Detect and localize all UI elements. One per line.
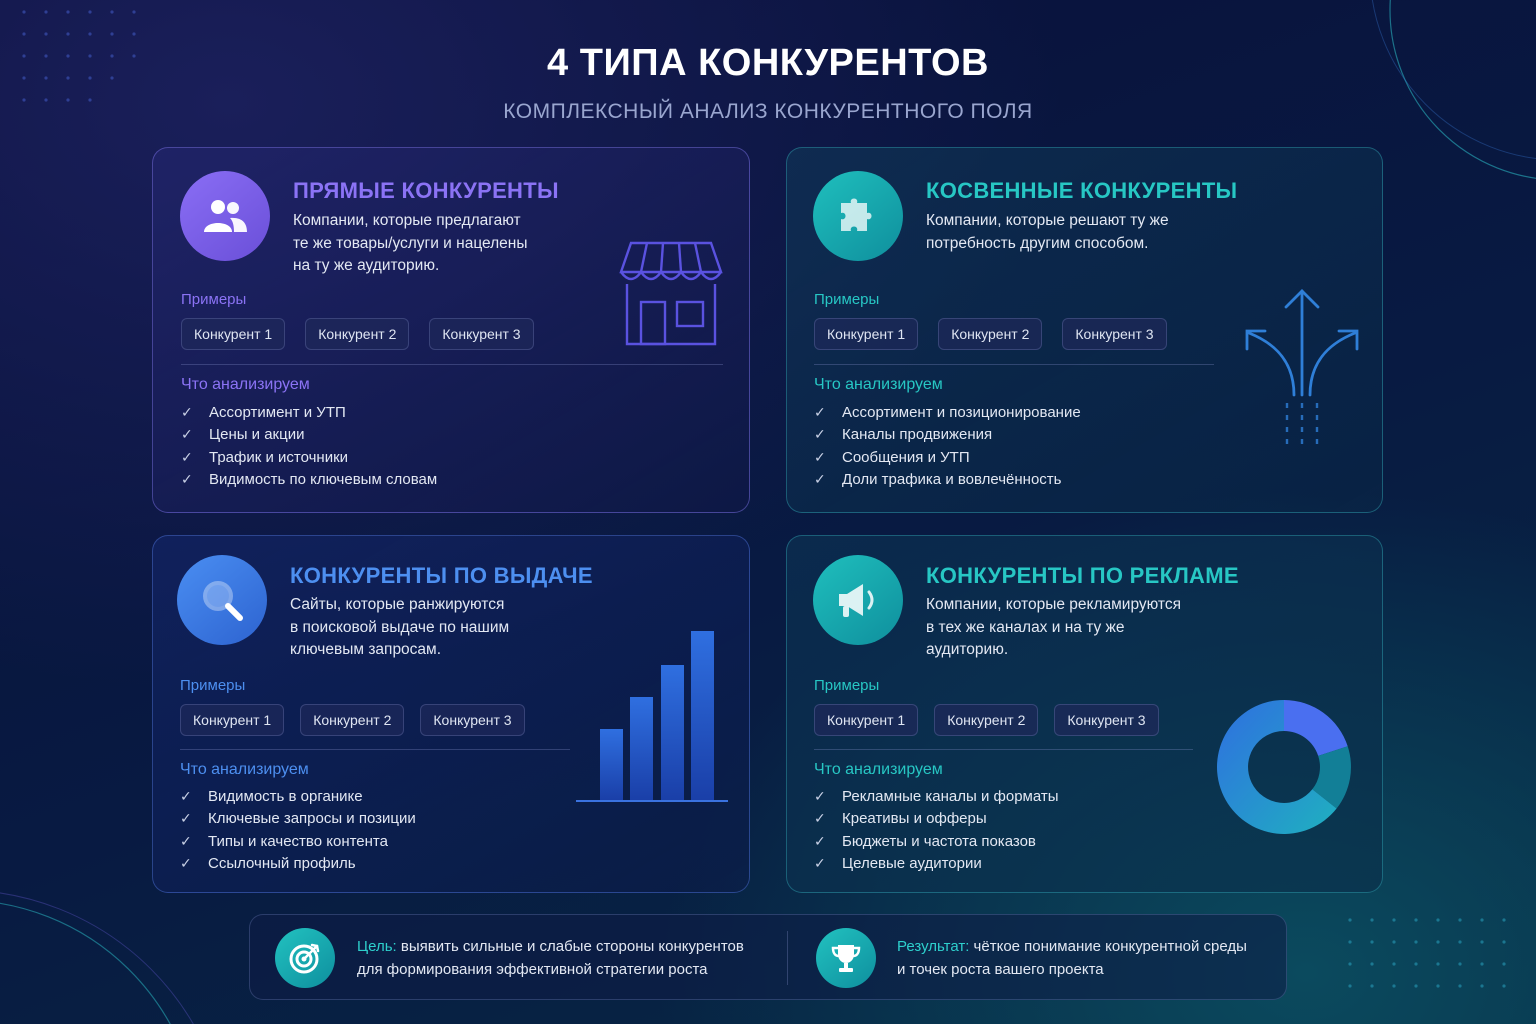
summary-footer bbox=[249, 914, 1287, 1000]
check-icon: ✓ bbox=[814, 426, 826, 443]
divider bbox=[180, 749, 570, 750]
list-item-text: Ключевые запросы и позиции bbox=[208, 810, 416, 828]
list-item-text: Трафик и источники bbox=[209, 448, 349, 466]
check-icon: ✓ bbox=[180, 855, 192, 872]
list-item bbox=[180, 853, 416, 876]
check-icon: ✓ bbox=[181, 471, 193, 488]
storefront-icon bbox=[619, 240, 723, 346]
card-description bbox=[926, 210, 1169, 255]
check-icon: ✓ bbox=[181, 426, 193, 443]
competitor-chip[interactable]: Конкурент 3 bbox=[1062, 318, 1166, 350]
check-icon: ✓ bbox=[181, 448, 193, 465]
desc-line: на ту же аудиторию. bbox=[293, 257, 440, 274]
desc-line: Компании, которые рекламируются bbox=[926, 596, 1182, 613]
list-item-text: Сообщения и УТП bbox=[842, 448, 970, 466]
divider bbox=[181, 364, 723, 365]
check-icon: ✓ bbox=[814, 855, 826, 872]
list-item bbox=[814, 853, 1059, 876]
examples-chips bbox=[814, 704, 1159, 736]
card-serp-competitors bbox=[152, 535, 750, 893]
desc-line: в тех же каналах и на ту же bbox=[926, 618, 1125, 636]
list-item-text: Видимость по ключевым словам bbox=[209, 471, 438, 489]
diverging-arrows-icon bbox=[1239, 285, 1365, 445]
card-description bbox=[293, 210, 528, 278]
result-label: Результат: bbox=[897, 938, 970, 955]
card-indirect-competitors bbox=[786, 147, 1383, 513]
competitor-chip[interactable]: Конкурент 3 bbox=[420, 704, 524, 736]
check-icon: ✓ bbox=[814, 810, 826, 827]
examples-label: Примеры bbox=[180, 677, 246, 694]
goal-line: выявить сильные и слабые стороны конкурентов bbox=[396, 938, 744, 955]
competitor-chip[interactable]: Конкурент 3 bbox=[1054, 704, 1158, 736]
list-item-text: Видимость в органике bbox=[208, 787, 363, 805]
card-title: ПРЯМЫЕ КОНКУРЕНТЫ bbox=[293, 178, 559, 203]
competitor-chip[interactable]: Конкурент 3 bbox=[429, 318, 533, 350]
card-direct-competitors bbox=[152, 147, 750, 513]
target-icon bbox=[275, 928, 335, 988]
competitor-chip[interactable]: Конкурент 2 bbox=[938, 318, 1042, 350]
list-item-text: Рекламные каналы и форматы bbox=[842, 787, 1059, 805]
list-item-text: Целевые аудитории bbox=[842, 855, 982, 873]
card-title: КОСВЕННЫЕ КОНКУРЕНТЫ bbox=[926, 178, 1238, 203]
analyze-label: Что анализируем bbox=[814, 761, 943, 778]
desc-line: потребность другим способом. bbox=[926, 234, 1149, 252]
list-item bbox=[181, 424, 437, 447]
desc-line: те же товары/услуги и нацелены bbox=[293, 234, 528, 252]
list-item-text: Ассортимент и УТП bbox=[209, 403, 346, 421]
puzzle-icon bbox=[813, 171, 903, 261]
result-line: чёткое понимание конкурентной среды bbox=[969, 938, 1247, 955]
desc-line: Компании, которые решают ту же bbox=[926, 212, 1169, 229]
desc-line: ключевым запросам. bbox=[290, 641, 442, 658]
dot-grid-bottom-right bbox=[1330, 890, 1530, 1020]
card-title: КОНКУРЕНТЫ ПО РЕКЛАМЕ bbox=[926, 563, 1239, 588]
list-item-text: Ассортимент и позиционирование bbox=[842, 403, 1081, 421]
list-item-text: Типы и качество контента bbox=[208, 832, 388, 850]
list-item bbox=[814, 785, 1059, 808]
analyze-label: Что анализируем bbox=[180, 761, 309, 778]
card-title: КОНКУРЕНТЫ ПО ВЫДАЧЕ bbox=[290, 563, 593, 588]
list-item-text: Доли трафика и вовлечённость bbox=[842, 471, 1062, 489]
competitor-chip[interactable]: Конкурент 1 bbox=[181, 318, 285, 350]
divider bbox=[814, 364, 1214, 365]
donut-chart-icon bbox=[1215, 698, 1353, 836]
goal-label: Цель: bbox=[357, 938, 397, 955]
desc-line: в поисковой выдаче по нашим bbox=[290, 618, 510, 636]
check-icon: ✓ bbox=[180, 832, 192, 849]
list-item bbox=[814, 446, 1081, 469]
list-item-text: Каналы продвижения bbox=[842, 426, 993, 444]
list-item bbox=[814, 469, 1081, 492]
analyze-list bbox=[181, 401, 437, 491]
bar-chart-icon bbox=[576, 626, 730, 802]
list-item-text: Креативы и офферы bbox=[842, 810, 987, 828]
analyze-list bbox=[814, 785, 1059, 875]
examples-chips bbox=[181, 318, 534, 350]
card-description bbox=[926, 594, 1181, 662]
card-ads-competitors bbox=[786, 535, 1383, 893]
check-icon: ✓ bbox=[180, 810, 192, 827]
list-item-text: Ссылочный профиль bbox=[208, 855, 356, 873]
goal-line: для формирования эффективной стратегии роста bbox=[357, 961, 708, 978]
card-description bbox=[290, 594, 509, 662]
examples-label: Примеры bbox=[814, 291, 880, 308]
check-icon: ✓ bbox=[814, 832, 826, 849]
list-item bbox=[814, 808, 1059, 831]
desc-line: Компании, которые предлагают bbox=[293, 212, 521, 229]
examples-chips bbox=[180, 704, 525, 736]
analyze-list bbox=[814, 401, 1081, 491]
arc-bottom-left bbox=[0, 880, 260, 1024]
result-line: и точек роста вашего проекта bbox=[897, 961, 1104, 978]
footer-divider bbox=[787, 931, 788, 985]
search-icon bbox=[177, 555, 267, 645]
list-item bbox=[181, 401, 437, 424]
list-item bbox=[181, 469, 437, 492]
examples-label: Примеры bbox=[814, 677, 880, 694]
analyze-label: Что анализируем bbox=[814, 376, 943, 393]
competitor-chip[interactable]: Конкурент 1 bbox=[814, 704, 918, 736]
analyze-list bbox=[180, 785, 416, 875]
list-item bbox=[814, 424, 1081, 447]
goal-text bbox=[357, 935, 744, 981]
competitor-chip[interactable]: Конкурент 1 bbox=[180, 704, 284, 736]
competitor-chip[interactable]: Конкурент 2 bbox=[934, 704, 1038, 736]
list-item bbox=[180, 785, 416, 808]
desc-line: Сайты, которые ранжируются bbox=[290, 596, 505, 613]
divider bbox=[814, 749, 1193, 750]
check-icon: ✓ bbox=[814, 471, 826, 488]
check-icon: ✓ bbox=[814, 787, 826, 804]
check-icon: ✓ bbox=[181, 403, 193, 420]
analyze-label: Что анализируем bbox=[181, 376, 310, 393]
list-item-text: Цены и акции bbox=[209, 426, 305, 444]
check-icon: ✓ bbox=[180, 787, 192, 804]
examples-chips bbox=[814, 318, 1167, 350]
list-item-text: Бюджеты и частота показов bbox=[842, 832, 1036, 850]
megaphone-icon bbox=[813, 555, 903, 645]
competitor-chip[interactable]: Конкурент 2 bbox=[300, 704, 404, 736]
result-text bbox=[897, 935, 1247, 981]
competitor-chip[interactable]: Конкурент 2 bbox=[305, 318, 409, 350]
check-icon: ✓ bbox=[814, 403, 826, 420]
list-item bbox=[180, 830, 416, 853]
trophy-icon bbox=[816, 928, 876, 988]
desc-line: аудиторию. bbox=[926, 641, 1009, 658]
examples-label: Примеры bbox=[181, 291, 247, 308]
list-item bbox=[814, 830, 1059, 853]
check-icon: ✓ bbox=[814, 448, 826, 465]
users-icon bbox=[180, 171, 270, 261]
list-item bbox=[181, 446, 437, 469]
list-item bbox=[814, 401, 1081, 424]
list-item bbox=[180, 808, 416, 831]
page-title: 4 ТИПА КОНКУРЕНТОВ bbox=[547, 42, 989, 84]
page-subtitle: КОМПЛЕКСНЫЙ АНАЛИЗ КОНКУРЕНТНОГО ПОЛЯ bbox=[503, 100, 1033, 123]
competitor-chip[interactable]: Конкурент 1 bbox=[814, 318, 918, 350]
